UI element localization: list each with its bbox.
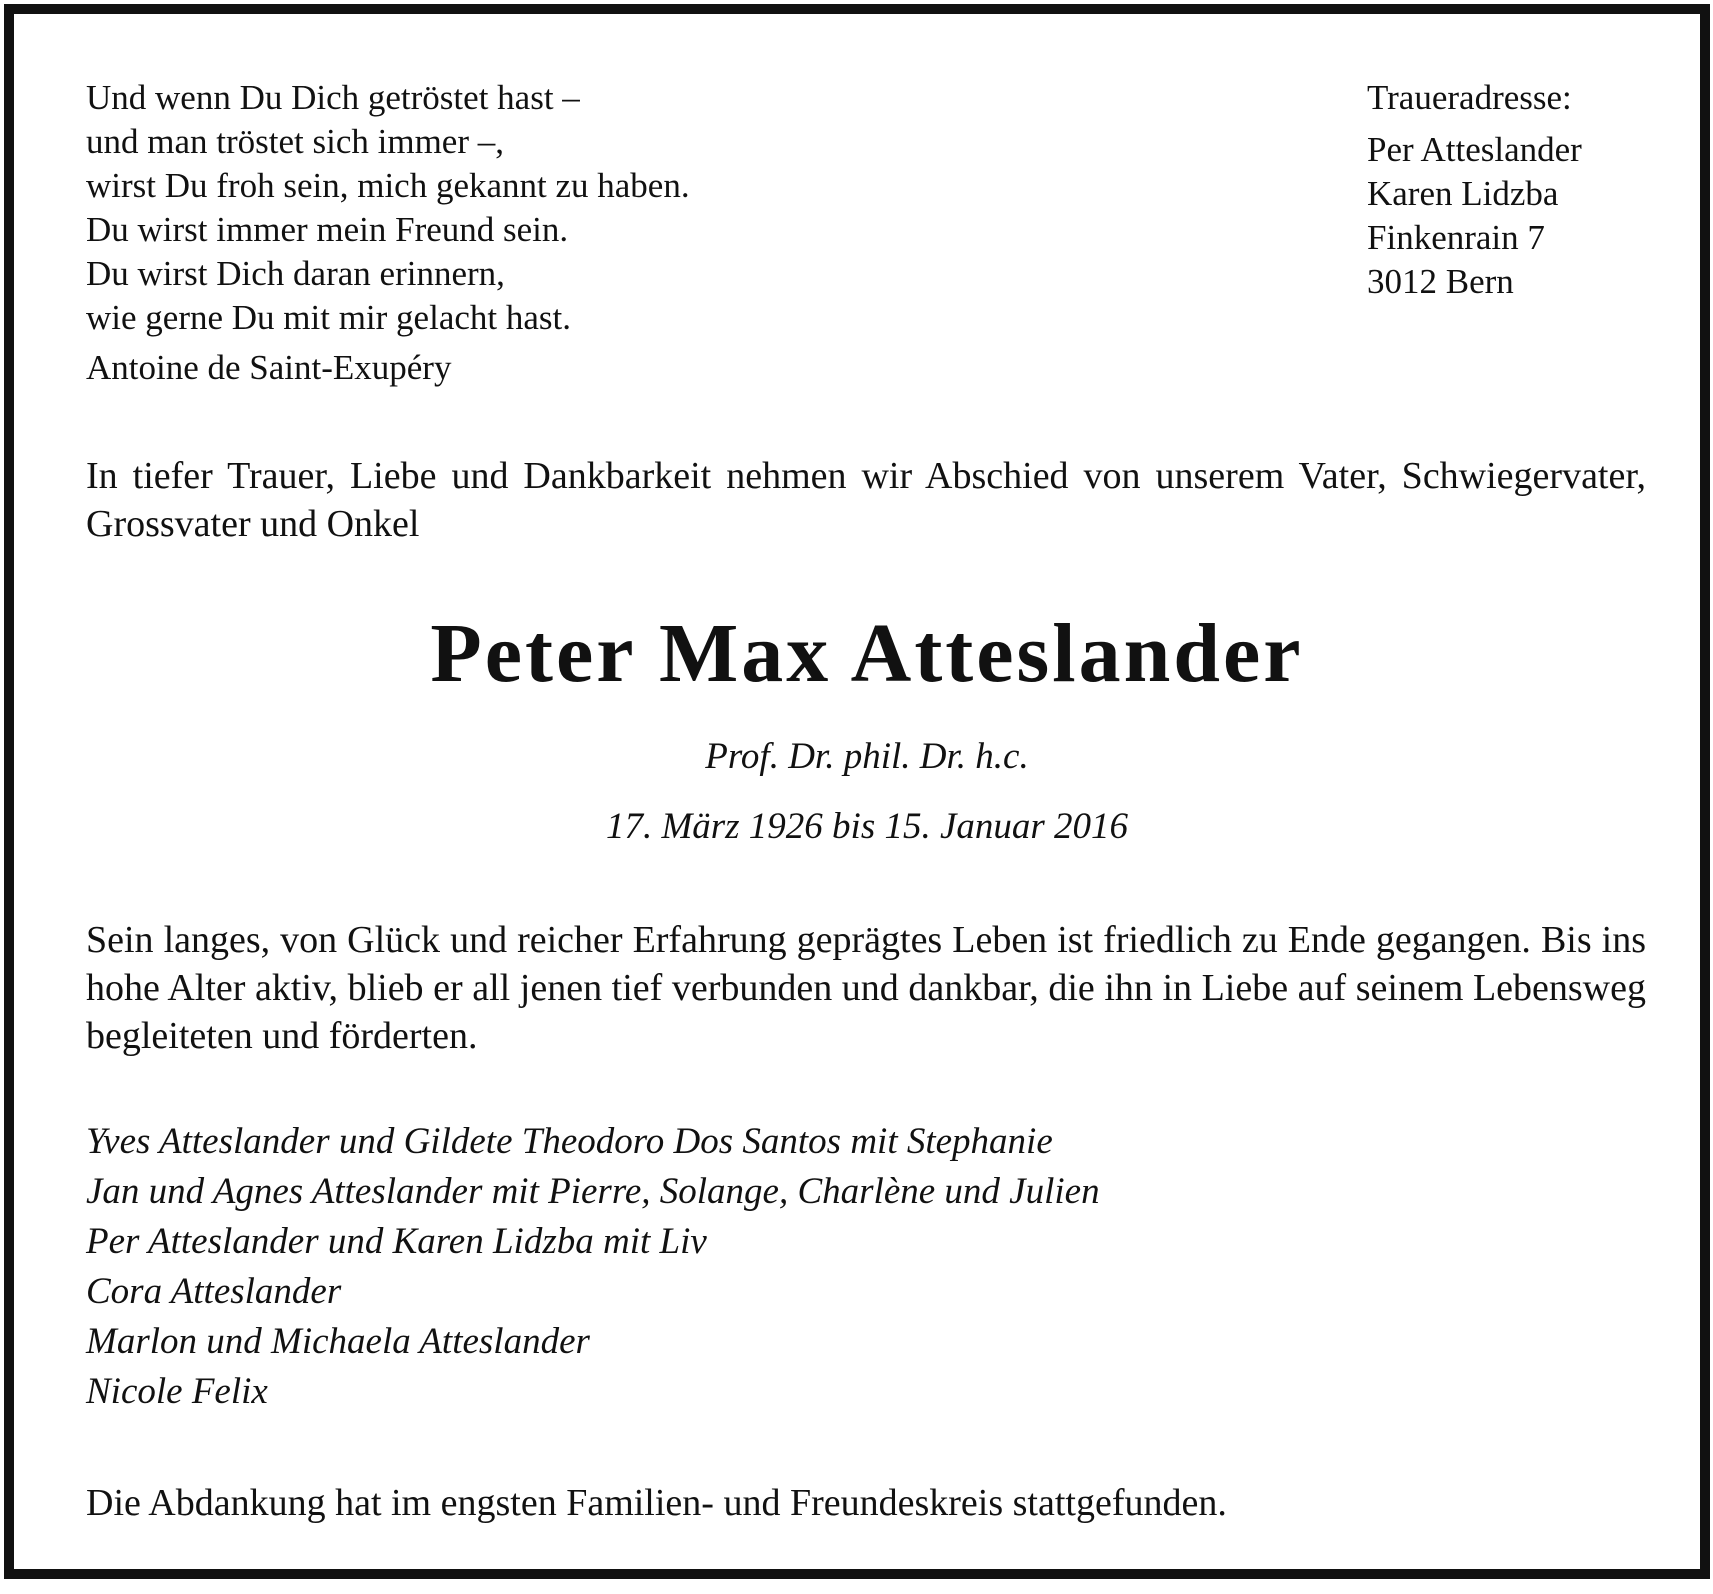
- address-line: 3012 Bern: [1367, 262, 1514, 301]
- family-member: Cora Atteslander: [86, 1271, 342, 1312]
- family-list: [86, 1117, 1100, 1417]
- body-text: Sein langes, von Glück und reicher Erfahrung geprägtes Leben ist friedlich zu Ende gegangen. Bis ins hohe Alter aktiv, blieb er all jenen tief verbunden und dankbar, die ihn in Liebe auf seinem Lebensweg begleiteten und förderten.: [86, 919, 1646, 1057]
- quote-line: Du wirst Dich daran erinnern,: [86, 254, 505, 293]
- life-dates: 17. März 1926 bis 15. Januar 2016: [605, 806, 1129, 847]
- address-line: Per Atteslander: [1367, 130, 1582, 169]
- quote-line: Du wirst immer mein Freund sein.: [86, 210, 569, 249]
- family-member: Jan und Agnes Atteslander mit Pierre, Solange, Charlène und Julien: [86, 1171, 1100, 1212]
- family-member: Marlon und Michaela Atteslander: [86, 1321, 590, 1362]
- quote-line: wie gerne Du mit mir gelacht hast.: [86, 298, 571, 337]
- deceased-title: Prof. Dr. phil. Dr. h.c.: [705, 736, 1029, 777]
- closing-text: Die Abdankung hat im engsten Familien- und Freundeskreis stattgefunden.: [86, 1482, 1227, 1524]
- family-member: Per Atteslander und Karen Lidzba mit Liv: [86, 1221, 707, 1262]
- obituary-notice: [4, 4, 1710, 1579]
- address-line: Karen Lidzba: [1367, 174, 1559, 213]
- mourning-address: [1367, 76, 1582, 304]
- quote-line: wirst Du froh sein, mich gekannt zu haben.: [86, 166, 690, 205]
- address-label: Traueradresse:: [1367, 78, 1572, 117]
- quote-block: [86, 76, 690, 390]
- family-member: Yves Atteslander und Gildete Theodoro Dos Santos mit Stephanie: [86, 1121, 1053, 1162]
- deceased-name: Peter Max Atteslander: [430, 607, 1304, 700]
- family-member: Nicole Felix: [86, 1371, 268, 1412]
- intro-text: In tiefer Trauer, Liebe und Dankbarkeit nehmen wir Abschied von unserem Vater, Schwiegervater, Grossvater und Onkel: [86, 455, 1646, 545]
- quote-line: und man tröstet sich immer –,: [86, 122, 504, 161]
- address-line: Finkenrain 7: [1367, 218, 1545, 257]
- quote-line: Und wenn Du Dich getröstet hast –: [86, 78, 580, 117]
- quote-author: Antoine de Saint-Exupéry: [86, 348, 452, 387]
